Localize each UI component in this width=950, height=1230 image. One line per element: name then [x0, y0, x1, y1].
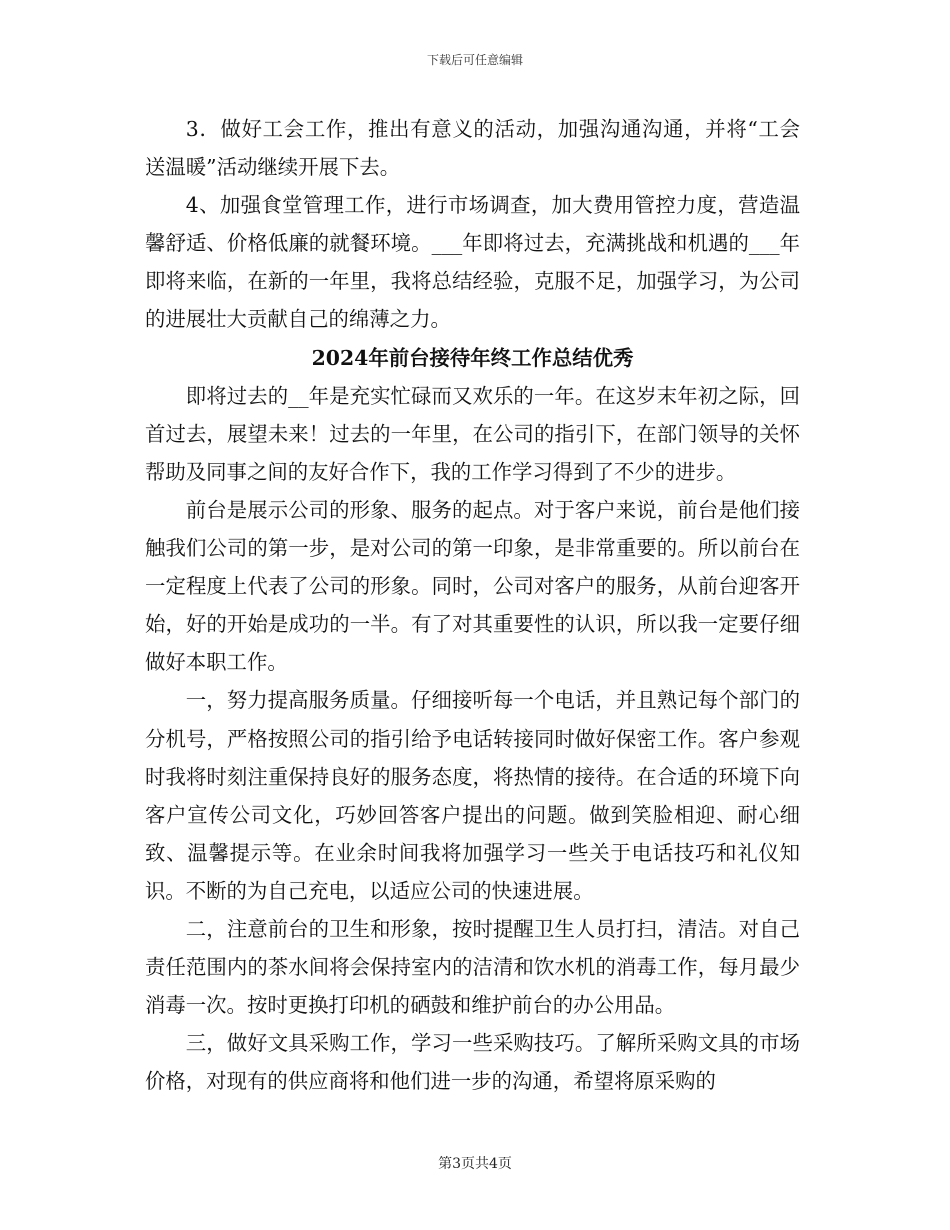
section-title: 2024年前台接待年终工作总结优秀 [311, 345, 634, 370]
paragraph: 3．做好工会工作，推出有意义的活动，加强沟通沟通，并将“工会送温暖”活动继续开展下去。 [145, 117, 800, 180]
paragraph: 三，做好文具采购工作，学习一些采购技巧。了解所采购文具的市场价格，对现有的供应商将和他们进一步的沟通，希望将原采购的 [145, 1031, 800, 1094]
paragraph: 二，注意前台的卫生和形象，按时提醒卫生人员打扫，清洁。对自己责任范围内的茶水间将会保持室内的洁清和饮水机的消毒工作，每月最少消毒一次。按时更换打印机的硒鼓和维护前台的办公用品。 [145, 916, 800, 1018]
document-body [145, 110, 800, 1100]
page-header-note: 下载后可任意编辑 [426, 53, 523, 67]
page-footer: 第3页共4页 [438, 1156, 512, 1172]
paragraph: 即将过去的__年是充实忙碌而又欢乐的一年。在这岁末年初之际，回首过去，展望未来！过去的一年里，在公司的指引下，在部门领导的关怀帮助及同事之间的友好合作下，我的工作学习得到了不少的进步。 [145, 383, 800, 484]
paragraph: 4、加强食堂管理工作，进行市场调查，加大费用管控力度，营造温馨舒适、价格低廉的就餐环境。___年即将过去，充满挑战和机遇的___年即将来临，在新的一年里，我将总结经验，克服不足，加强学习，为公司的进展壮大贡献自己的绵薄之力。 [145, 193, 800, 332]
paragraph: 一，努力提高服务质量。仔细接听每一个电话，并且熟记每个部门的分机号，严格按照公司的指引给予电话转接同时做好保密工作。客户参观时我将时刻注重保持良好的服务态度，将热情的接待。在合适的环境下向客户宣传公司文化，巧妙回答客户提出的问题。做到笑脸相迎、耐心细致、温馨提示等。在业余时间我将加强学习一些关于电话技巧和礼仪知识。不断的为自己充电，以适应公司的快速进展。 [145, 688, 800, 903]
paragraph: 前台是展示公司的形象、服务的起点。对于客户来说，前台是他们接触我们公司的第一步，是对公司的第一印象，是非常重要的。所以前台在一定程度上代表了公司的形象。同时，公司对客户的服务，从前台迎客开始，好的开始是成功的一半。有了对其重要性的认识，所以我一定要仔细做好本职工作。 [145, 497, 800, 675]
